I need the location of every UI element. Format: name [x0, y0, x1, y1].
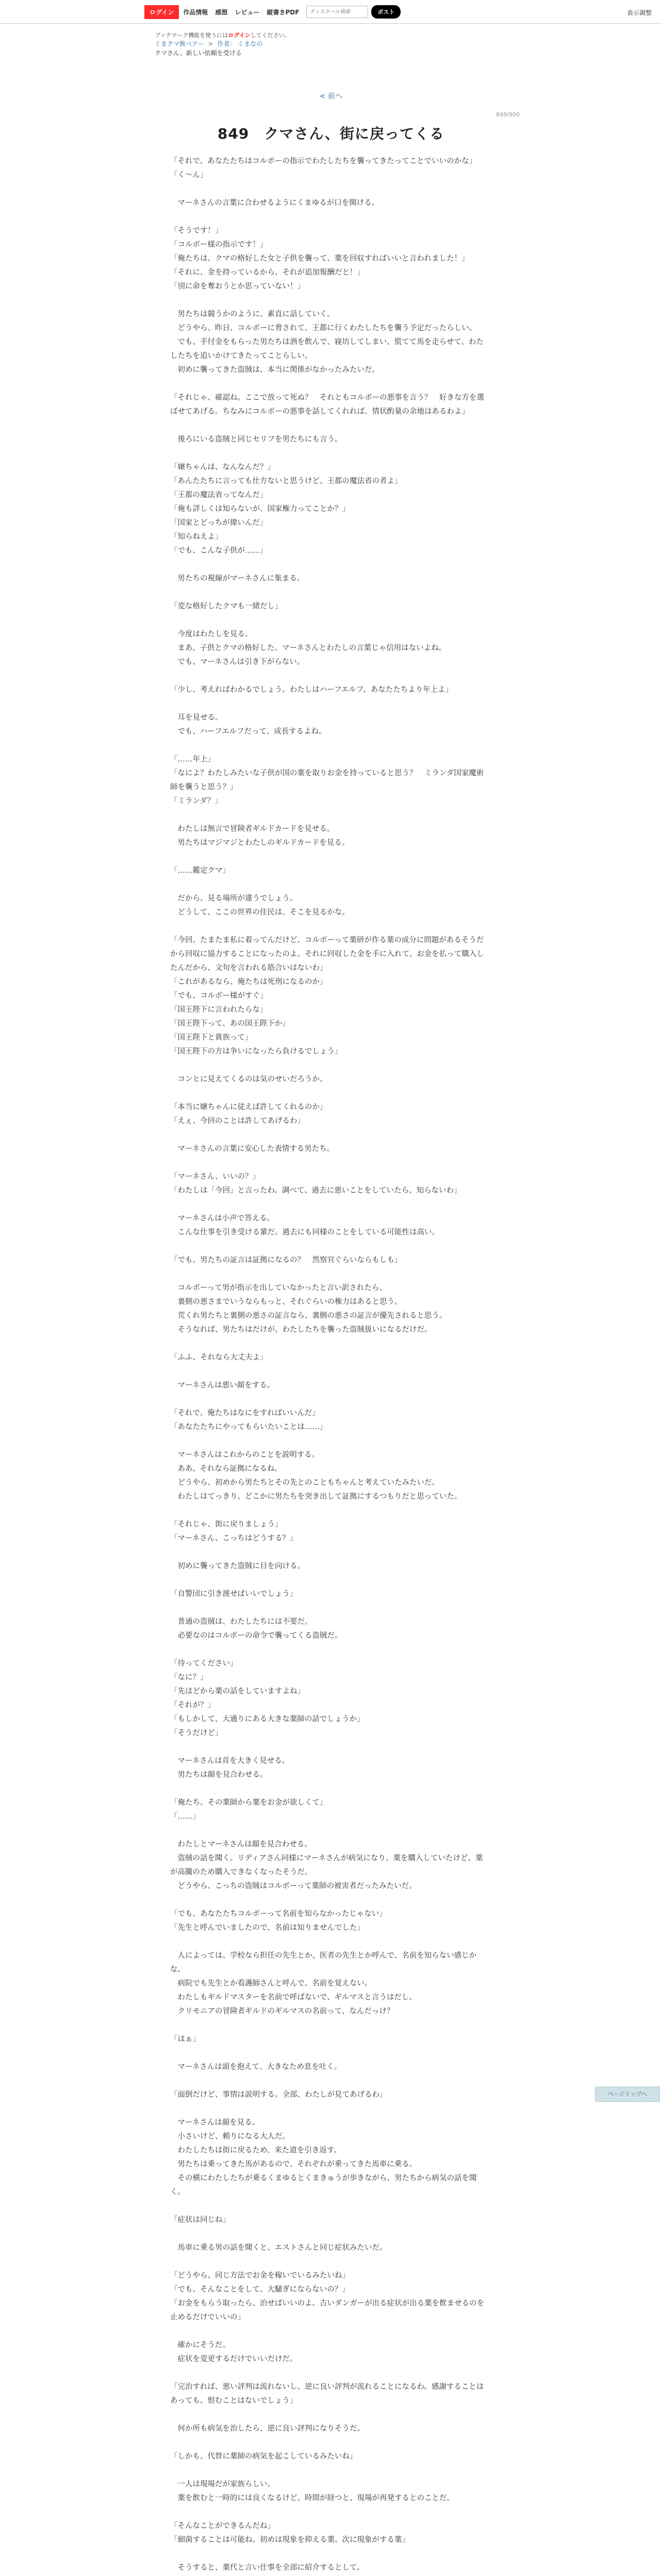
body-line: 「でも、コルボー様がすぐ」: [170, 992, 268, 1000]
body-line: 「面倒だけど、事情は説明する。全部、わたしが見てあげるわ」: [170, 2091, 387, 2099]
body-line: 「でも、男たちの証言は証拠になるの？ 然察官ぐらいならもしも」: [170, 1256, 402, 1264]
body-line: 「国王陛下って、あの国王陛下か」: [170, 1020, 290, 1028]
blank-line: [170, 210, 490, 224]
blank-line: [170, 878, 490, 892]
body-line: 「ミランダ？」: [170, 797, 222, 805]
body-line: 「あなたたちにやってもらいたいことは……」: [170, 1423, 327, 1431]
body-line: マーネさんは顔を見る。: [170, 2119, 260, 2127]
body-line: 「でも、あなたたちコルボーって名前を知らなかったじゃない」: [170, 1910, 387, 1918]
body-line: 「く～ん」: [170, 171, 208, 179]
breadcrumb-author-link[interactable]: くまなの: [238, 40, 263, 47]
body-line: 男たちは顔を見合わせる。: [170, 1771, 268, 1779]
nav-reviews[interactable]: レビュー: [235, 8, 260, 16]
blank-line: [170, 2436, 490, 2450]
blank-line: [170, 558, 490, 572]
blank-line: [170, 2325, 490, 2338]
body-line: 「完治すれば、悪い評判は流れないし、逆に良い評判が流れることになるわ。感謝することはあっても、恨むことはないでしょう」: [170, 2383, 484, 2405]
body-line: クリモニアの冒険者ギルドのギルマスの名前って、なんだっけ？: [170, 2007, 394, 2015]
body-line: 「なに？」: [170, 1673, 208, 1682]
body-line: 「それに、金を持っているから、それが追加報酬だと！」: [170, 268, 365, 277]
body-line: 今度はわたしを見る。: [170, 630, 253, 638]
body-line: わたしは無言で冒険者ギルドカードを見せる。: [170, 825, 335, 833]
body-line: 「国王陛下の方は争いになったら負けるでしょう」: [170, 1047, 342, 1056]
body-line: マーネさんは悪い顔をする。: [170, 1381, 275, 1389]
bookmark-login-link[interactable]: ログイン: [228, 32, 251, 39]
blank-line: [170, 1267, 490, 1281]
blank-line: [170, 1434, 490, 1448]
blank-line: [170, 1128, 490, 1142]
blank-line: [170, 1893, 490, 1907]
body-line: マーネさんは頭を抱えて、大きなため息を吐く。: [170, 2063, 342, 2071]
search-input[interactable]: [306, 6, 368, 18]
body-line: コンヒに見えてくるのは気のせいだろうか。: [170, 1075, 327, 1083]
blank-line: [170, 377, 490, 391]
body-line: 「わたしは「今回」と言ったわ。調べて、過去に悪いことをしていたら、知らないわ」: [170, 1187, 461, 1195]
body-line: 「えぇ、今回のことは許してあげるわ」: [170, 1117, 305, 1125]
blank-line: [170, 1504, 490, 1518]
body-line: 耳を見せる。: [170, 714, 223, 722]
blank-line: [170, 419, 490, 433]
display-settings-link[interactable]: 表示調整: [626, 9, 652, 16]
body-line: 盗賊の話を聞く。リディアさん同様にマーネさんが病気になり、薬を購入していたけど、薬が高騰のため購入できなくなったそうだ。: [170, 1854, 483, 1876]
body-line: 確かにそうだ。: [170, 2341, 230, 2349]
body-line: ああ、それなら証拠になるね。: [170, 1465, 282, 1473]
body-line: 「お金をもらう取ったら、治せばいいのよ。古いダンガーが出る症状が出る薬を飲ませるのを止めるだけでいいの」: [170, 2299, 485, 2321]
body-line: 「少し、考えればわかるでしょう。わたしはハーフエルフ、あなたたちより年上よ」: [170, 686, 453, 694]
body-line: でも、ハーフエルフだって、成長するよね。: [170, 727, 326, 736]
body-line: 「それじゃ、街に戻りましょう」: [170, 1520, 283, 1529]
body-line: 「……」: [170, 1812, 200, 1821]
body-line: 「そうです！」: [170, 227, 223, 235]
body-line: 「別に命を奪おうとか思っていない！」: [170, 282, 305, 291]
breadcrumb: [155, 39, 262, 48]
blank-line: [170, 586, 490, 600]
body-line: 「そんなことができるんだね」: [170, 2522, 275, 2530]
login-button[interactable]: ログイン: [144, 5, 179, 19]
blank-line: [170, 2366, 490, 2380]
blank-line: [170, 920, 490, 934]
chapter-body: [170, 155, 490, 2576]
nav-vertical-pdf[interactable]: 縦書きPDF: [267, 8, 300, 16]
body-line: わたしもギルドマスターを名前で呼ばないで、ギルマスと言うはだし。: [170, 1993, 417, 2002]
body-line: 「待ってください」: [170, 1659, 238, 1668]
page-number: 849/900: [496, 111, 520, 118]
body-line: 「俺たちは、クマの格好した女と子供を襲って、薬を回収すればいいと言われました！」: [170, 255, 469, 263]
body-line: 馬車に乗る男の話を聞くと、エストさんと同じ症状みたいだ。: [170, 2244, 387, 2252]
body-line: 「どうやら、同じ方法でお金を稼いでいるみたいね」: [170, 2272, 350, 2280]
body-line: どうやら、こっちの盗賊はコルボーって薬師の被害者だったみたいだ。: [170, 1882, 417, 1890]
blank-line: [170, 1740, 490, 1754]
blank-line: [170, 808, 490, 822]
body-line: 「しかも、代替に薬師の病気を起こしているみたいね」: [170, 2452, 357, 2461]
blank-line: [170, 1935, 490, 1949]
body-line: でも、マーネさんは引き下がらない。: [170, 658, 305, 666]
body-line: 「国王陛下と貴族って」: [170, 1033, 253, 1042]
body-line: 「今回、たまたま私に着ってんだけど、コルボーって薬研が作る薬の成分に問題があるそうだから回収に協力することになったのよ。それに回収した金を手に入れて、お金を払って購入したんだから、文句を言われる筋合いはないわ」: [170, 936, 484, 972]
bookmark-note-prefix: ブックマーク機能を使うには: [155, 32, 228, 39]
bookmark-note: [155, 31, 290, 39]
breadcrumb-author-label: 作者：: [217, 40, 236, 47]
blank-line: [170, 447, 490, 461]
body-line: 男たちの視線がマーネさんに集まる。: [170, 574, 305, 583]
body-line: だから、見る場所が違うでしょう。: [170, 894, 297, 903]
nav-novel-info[interactable]: 作品情報: [183, 8, 208, 16]
body-line: マーネさんはこれからのことを説明する。: [170, 1451, 320, 1459]
body-line: 「先ほどから薬の話をしていますよね」: [170, 1687, 305, 1696]
blank-line: [170, 614, 490, 628]
body-line: 「症状は同じね」: [170, 2216, 230, 2224]
blank-line: [170, 1059, 490, 1073]
blank-line: [170, 1601, 490, 1615]
body-line: 「先生と呼んでいましたので、名前は知りませんでした」: [170, 1924, 365, 1932]
blank-line: [170, 1240, 490, 1253]
body-line: 普通の盗賊は、わたしたちには不要だ。: [170, 1618, 312, 1626]
body-line: 「なによ？わたしみたいな子供が国の薬を取りお金を持っていると思う？ ミランダ国家魔術師を襲うと思う？」: [170, 769, 484, 791]
body-line: 「細菌することは可能ね。初めは現象を抑える薬、次に現象がする薬」: [170, 2536, 409, 2544]
breadcrumb-site-link[interactable]: くまクマ熊ベアー: [155, 40, 204, 47]
body-line: 病院でも先生とか看護師さんと呼んで、名前を覚えない。: [170, 1979, 372, 1988]
top-bar: [0, 0, 662, 24]
body-line: こんな仕事を引き受ける輩だ。過去にも同様のことをしている可能性は高い。: [170, 1228, 439, 1236]
breadcrumb-separator: >: [208, 40, 213, 47]
body-line: 薬を飲むと一時的には良くなるけど、時間が経つと、現場が再発するとのことだ。: [170, 2494, 454, 2502]
body-line: 後ろにいる盗賊と同じセリフを男たちにも言う。: [170, 435, 342, 444]
body-line: 「国家とどっちが偉いんだ」: [170, 519, 268, 527]
body-line: 荒くれ男たちと裏側の悪さの証言なら、裏側の悪さの証言が優先されると思う。: [170, 1312, 447, 1320]
blank-line: [170, 2199, 490, 2213]
body-line: コルボーって男が指示を出していなかったと言い訳されたら、: [170, 1284, 387, 1292]
blank-line: [170, 1643, 490, 1657]
body-line: どうやら、昨日、コルボーに脅されて、王都に行くわたしたちを襲う予定だったらしい。: [170, 324, 477, 332]
blank-line: [170, 182, 490, 196]
blank-line: [170, 739, 490, 753]
body-line: 「それで、あなたたちはコルボーの指示でわたしたちを襲ってきたってことでいいのかな」: [170, 157, 477, 165]
body-line: 「……年上」: [170, 755, 215, 764]
body-line: 「それで、俺たちはなにをすればいいんだ」: [170, 1409, 320, 1417]
blank-line: [170, 1156, 490, 1170]
body-line: でも、手付金をもらった男たちは酒を飲んで、寝坊してしまい、慌てて馬を走らせて、わたしたちを追いかけてきたってことらしい。: [170, 338, 484, 360]
blank-line: [170, 2408, 490, 2422]
body-line: その横にわたしたちが乗るくまゆるとくまきゅうが歩きながら、男たちから病気の話を聞く。: [170, 2174, 477, 2196]
body-line: 一人は現場だが家族らしい。: [170, 2480, 275, 2488]
body-line: 「俺も詳しくは知らないが、国家権力ってことか？」: [170, 505, 350, 513]
body-line: 「知らねえよ」: [170, 533, 223, 541]
blank-line: [170, 1393, 490, 1406]
body-line: 「コルボー様の指示です！」: [170, 241, 268, 249]
top-bar-left: [144, 5, 401, 19]
page-top-button[interactable]: ページトップへ: [595, 2087, 660, 2102]
blank-line: [170, 697, 490, 711]
chapter-title: 849 クマさん、街に戻ってくる: [217, 125, 445, 142]
body-line: 「自警団に引き渡せばいいでしょう」: [170, 1590, 297, 1598]
blank-line: [170, 850, 490, 864]
body-line: 男たちは競うかのように、素直に話していく。: [170, 310, 335, 318]
blank-line: [170, 2505, 490, 2519]
blank-line: [170, 669, 490, 683]
body-line: まあ、子供とクマの格好した、マーネさんとわたしの言葉じゃ信用はないよね。: [170, 644, 446, 652]
blank-line: [170, 1782, 490, 1796]
body-line: 「変な格好したクマも一緒だし」: [170, 602, 283, 611]
blank-line: [170, 2019, 490, 2032]
body-line: 小さいけど、頼りになる大人だ。: [170, 2132, 290, 2141]
body-line: どうして、ここの世界の住民は、そこを見るかな。: [170, 908, 350, 917]
blank-line: [170, 2464, 490, 2478]
blank-line: [170, 2255, 490, 2269]
body-line: 「それが？」: [170, 1701, 215, 1709]
body-line: わたしたちは街に戻るため、来た道を引き返す。: [170, 2146, 341, 2155]
body-line: 「はぁ」: [170, 2035, 200, 2043]
body-line: 「嬢ちゃんは、なんなんだ？」: [170, 463, 275, 471]
blank-line: [170, 294, 490, 308]
blank-line: [170, 1337, 490, 1351]
novel-subtitle: クマさん、新しい依頼を受ける: [155, 49, 242, 57]
body-line: そうなれば、男たちはだけが、わたしたちを襲った盗賊扱いになるだけだ。: [170, 1326, 432, 1334]
body-line: 「ふふ、それなら大丈夫よ」: [170, 1353, 268, 1362]
blank-line: [170, 1573, 490, 1587]
body-line: 何か所も病気を治したら、逆に良い評判になりそうだ。: [170, 2425, 365, 2433]
body-line: どうやら、初めから男たちとその先とのこともちゃんと考えていたみたいだ。: [170, 1479, 439, 1487]
body-line: 「でも、こんな子供が……」: [170, 547, 268, 555]
body-line: 「そうだけど」: [170, 1729, 223, 1737]
body-line: 「俺たち、その薬師から薬をお金が欲しくて」: [170, 1799, 327, 1807]
blank-line: [170, 2046, 490, 2060]
x-post-button[interactable]: ポスト: [371, 5, 401, 19]
body-line: 人によっては、学校なら担任の先生とか、医者の先生とか呼んで、名前を知らない感じかな。: [170, 1952, 477, 1974]
body-line: 「これがあるなら、俺たちは死刑になるのか」: [170, 978, 327, 986]
body-line: 初めに襲ってきた盗賊は、本当に関係がなかったみたいだ。: [170, 366, 379, 374]
body-line: 男たちは乗ってきた馬があるので、それぞれが乗ってきた馬車に乗る。: [170, 2160, 417, 2168]
blank-line: [170, 2102, 490, 2116]
nav-impressions[interactable]: 感想: [215, 8, 228, 16]
body-line: わたしはてっきり、どこかに男たちを突き出して証拠にするつもりだと思っていた。: [170, 1493, 462, 1501]
body-line: 裏側の悪さまでいうならもっと、それぐらいの権力はあると思う。: [170, 1298, 402, 1306]
body-line: 男たちはマジマジとわたしのギルドカードを見る。: [170, 839, 350, 847]
body-line: そうすると、薬代と言い仕事を全部に紹介するとして。: [170, 2564, 365, 2572]
blank-line: [170, 2227, 490, 2241]
body-line: 症状を変更するだけでいいだけだ。: [170, 2355, 297, 2363]
body-line: 「それじゃ、確認ね。ここで放って死ぬ？ それともコルボーの悪事を言う？ 好きな方を選ばせてあげる。ちなみにコルボーの悪事を話してくれれば、情状酌量の余地はあるわよ」: [170, 394, 484, 416]
body-line: 「王都の魔法省ってなんだ」: [170, 491, 268, 499]
body-line: わたしとマーネさんは顔を見合わせる。: [170, 1840, 312, 1849]
body-line: 「マーネさん、こっちはどうする？」: [170, 1534, 297, 1543]
blank-line: [170, 1198, 490, 1212]
body-line: マーネさんの言葉に合わせるようにくまゆるが口を開ける。: [170, 199, 379, 207]
blank-line: [170, 2547, 490, 2561]
blank-line: [170, 1087, 490, 1100]
body-line: 必要なのはコルボーの命令で襲ってくる盗賊だ。: [170, 1632, 342, 1640]
body-line: 「本当に嬢ちゃんに従えば許してくれるのか」: [170, 1103, 327, 1111]
body-line: マーネさんは小声で答える。: [170, 1214, 275, 1223]
body-line: マーネさんは首を大きく見せる。: [170, 1757, 290, 1765]
body-line: 「国王陛下に言われたらな」: [170, 1006, 268, 1014]
body-line: 「マーネさん、いいの？」: [170, 1173, 260, 1181]
body-line: 「……鑑定クマ」: [170, 867, 230, 875]
blank-line: [170, 2074, 490, 2088]
bookmark-note-suffix: してください。: [250, 32, 290, 39]
prev-chapter-link[interactable]: < 前へ: [319, 92, 343, 100]
blank-line: [170, 1546, 490, 1560]
body-line: マーネさんの言葉に安心した表情する男たち。: [170, 1145, 335, 1153]
blank-line: [170, 1365, 490, 1379]
body-line: 「もしかして、大通りにある大きな薬師の話でしょうか」: [170, 1715, 365, 1723]
blank-line: [170, 1824, 490, 1838]
body-line: 「あんたたちに言っても仕方ないと思うけど、王都の魔法省の者よ」: [170, 477, 402, 485]
body-line: 「でも、そんなことをして、大騒ぎにならないの？」: [170, 2285, 350, 2294]
body-line: 初めに襲ってきた盗賊に目を向ける。: [170, 1562, 305, 1570]
